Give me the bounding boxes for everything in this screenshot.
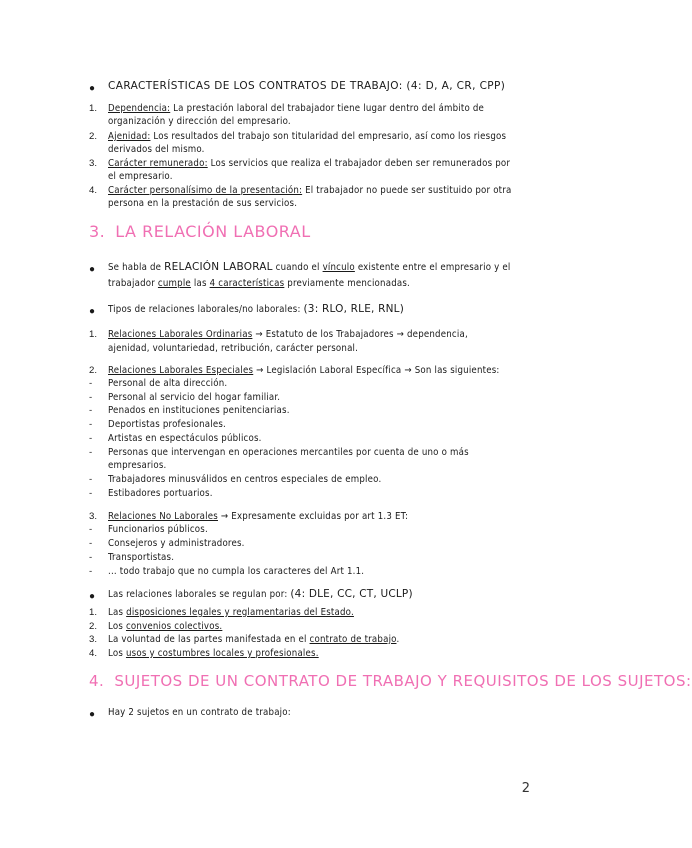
bullet-dot: ●	[89, 83, 96, 94]
heading-text: LA RELACIÓN LABORAL	[115, 222, 311, 241]
list-item: Personas que intervengan en operaciones mercantiles por cuenta de uno o más	[108, 447, 469, 458]
list-number: 2.	[89, 131, 98, 142]
list-number: 2.	[89, 365, 98, 376]
list-item: Transportistas.	[108, 552, 175, 563]
term-4-caracteristicas: 4 características	[209, 278, 285, 289]
list-number: 1.	[89, 329, 98, 340]
term-personalisimo: Carácter personalísimo de la presentación:	[108, 185, 303, 196]
paragraph-line: trabajador cumple las 4 características previamente mencionadas.	[108, 278, 410, 289]
characteristics-title: CARACTERÍSTICAS DE LOS CONTRATOS DE TRABAJO: (4: D, A, CR, CPP)	[108, 80, 506, 92]
list-number: 1.	[89, 103, 98, 114]
term-vinculo: vínculo	[322, 262, 355, 273]
term-remunerado: Carácter remunerado:	[108, 158, 208, 169]
heading-number: 4.	[89, 672, 105, 690]
dash-marker: -	[89, 524, 93, 535]
bullet-dot: ●	[89, 709, 96, 720]
list-item-continuation: organización y dirección del empresario.	[108, 116, 291, 127]
term-dependencia: Dependencia:	[108, 103, 171, 114]
list-item-continuation: persona en la prestación de sus servicios.	[108, 198, 298, 209]
list-item-continuation: derivados del mismo.	[108, 144, 205, 155]
list-item: Dependencia: La prestación laboral del trabajador tiene lugar dentro del ámbito de	[108, 103, 485, 114]
dash-marker: -	[89, 392, 93, 403]
list-item: Ajenidad: Los resultados del trabajo son titularidad del empresario, así como los riesgos	[108, 131, 507, 142]
list-item: Relaciones Laborales Especiales → Legislación Laboral Específica → Son las siguientes:	[108, 365, 500, 376]
term-no-laborales: Relaciones No Laborales	[108, 511, 218, 522]
term-relacion-laboral: RELACIÓN LABORAL	[164, 261, 273, 273]
section-heading-4	[89, 671, 692, 691]
dash-marker: -	[89, 405, 93, 416]
list-item: ... todo trabajo que no cumpla los caracteres del Art 1.1.	[108, 566, 365, 577]
dash-marker: -	[89, 447, 93, 458]
tipos-abbrev: (3: RLO, RLE, RNL)	[303, 303, 405, 315]
list-item: Los convenios colectivos.	[108, 621, 223, 632]
list-item: Penados en instituciones penitenciarias.	[108, 405, 290, 416]
list-item: Relaciones No Laborales → Expresamente excluidas por art 1.3 ET:	[108, 511, 409, 522]
dash-marker: -	[89, 566, 93, 577]
paragraph-line: Hay 2 sujetos en un contrato de trabajo:	[108, 707, 291, 718]
list-number: 3.	[89, 634, 98, 645]
dash-marker: -	[89, 433, 93, 444]
list-item: Artistas en espectáculos públicos.	[108, 433, 262, 444]
list-item: Trabajadores minusválidos en centros especiales de empleo.	[108, 474, 382, 485]
heading-text: SUJETOS DE UN CONTRATO DE TRABAJO Y REQUISITOS DE LOS SUJETOS:	[114, 672, 692, 690]
dash-marker: -	[89, 378, 93, 389]
term-especiales: Relaciones Laborales Especiales	[108, 365, 254, 376]
term-ajenidad: Ajenidad:	[108, 131, 151, 142]
paragraph-line: Las relaciones laborales se regulan por: (4: DLE, CC, CT, UCLP)	[108, 588, 413, 600]
dash-marker: -	[89, 488, 93, 499]
heading-number: 3.	[89, 222, 106, 241]
list-item-continuation: ajenidad, voluntariedad, retribución, carácter personal.	[108, 343, 359, 354]
dash-marker: -	[89, 419, 93, 430]
list-item: Estibadores portuarios.	[108, 488, 213, 499]
list-item-continuation: empresarios.	[108, 460, 167, 471]
term-ordinarias: Relaciones Laborales Ordinarias	[108, 329, 253, 340]
bullet-dot: ●	[89, 306, 96, 317]
list-item: Los usos y costumbres locales y profesionales.	[108, 648, 319, 659]
dash-marker: -	[89, 538, 93, 549]
page-number: 2	[521, 781, 530, 796]
list-item: Carácter personalísimo de la presentación: El trabajador no puede ser sustituido por otra	[108, 185, 512, 196]
list-number: 3.	[89, 158, 98, 169]
list-number: 4.	[89, 185, 98, 196]
list-item-continuation: el empresario.	[108, 171, 173, 182]
list-number: 1.	[89, 607, 98, 618]
list-item: Las disposiciones legales y reglamentarias del Estado.	[108, 607, 354, 618]
list-number: 3.	[89, 511, 98, 522]
bullet-dot: ●	[89, 264, 96, 275]
dash-marker: -	[89, 474, 93, 485]
bullet-dot: ●	[89, 591, 96, 602]
dash-marker: -	[89, 552, 93, 563]
list-item: La voluntad de las partes manifestada en el contrato de trabajo.	[108, 634, 400, 645]
list-item: Relaciones Laborales Ordinarias → Estatuto de los Trabajadores → dependencia,	[108, 329, 468, 340]
list-item: Personal de alta dirección.	[108, 378, 228, 389]
list-item: Personal al servicio del hogar familiar.	[108, 392, 281, 403]
list-item: Deportistas profesionales.	[108, 419, 226, 430]
regulan-abbrev: (4: DLE, CC, CT, UCLP)	[290, 588, 413, 600]
list-item: Funcionarios públicos.	[108, 524, 208, 535]
paragraph-line: Se habla de RELACIÓN LABORAL cuando el vínculo existente entre el empresario y el	[108, 261, 511, 273]
list-number: 2.	[89, 621, 98, 632]
list-item: Consejeros y administradores.	[108, 538, 245, 549]
list-item: Carácter remunerado: Los servicios que realiza el trabajador deben ser remunerados por	[108, 158, 511, 169]
paragraph-line: Tipos de relaciones laborales/no laborales: (3: RLO, RLE, RNL)	[108, 303, 405, 315]
section-heading-3	[89, 222, 311, 242]
list-number: 4.	[89, 648, 98, 659]
term-cumple: cumple	[157, 278, 191, 289]
